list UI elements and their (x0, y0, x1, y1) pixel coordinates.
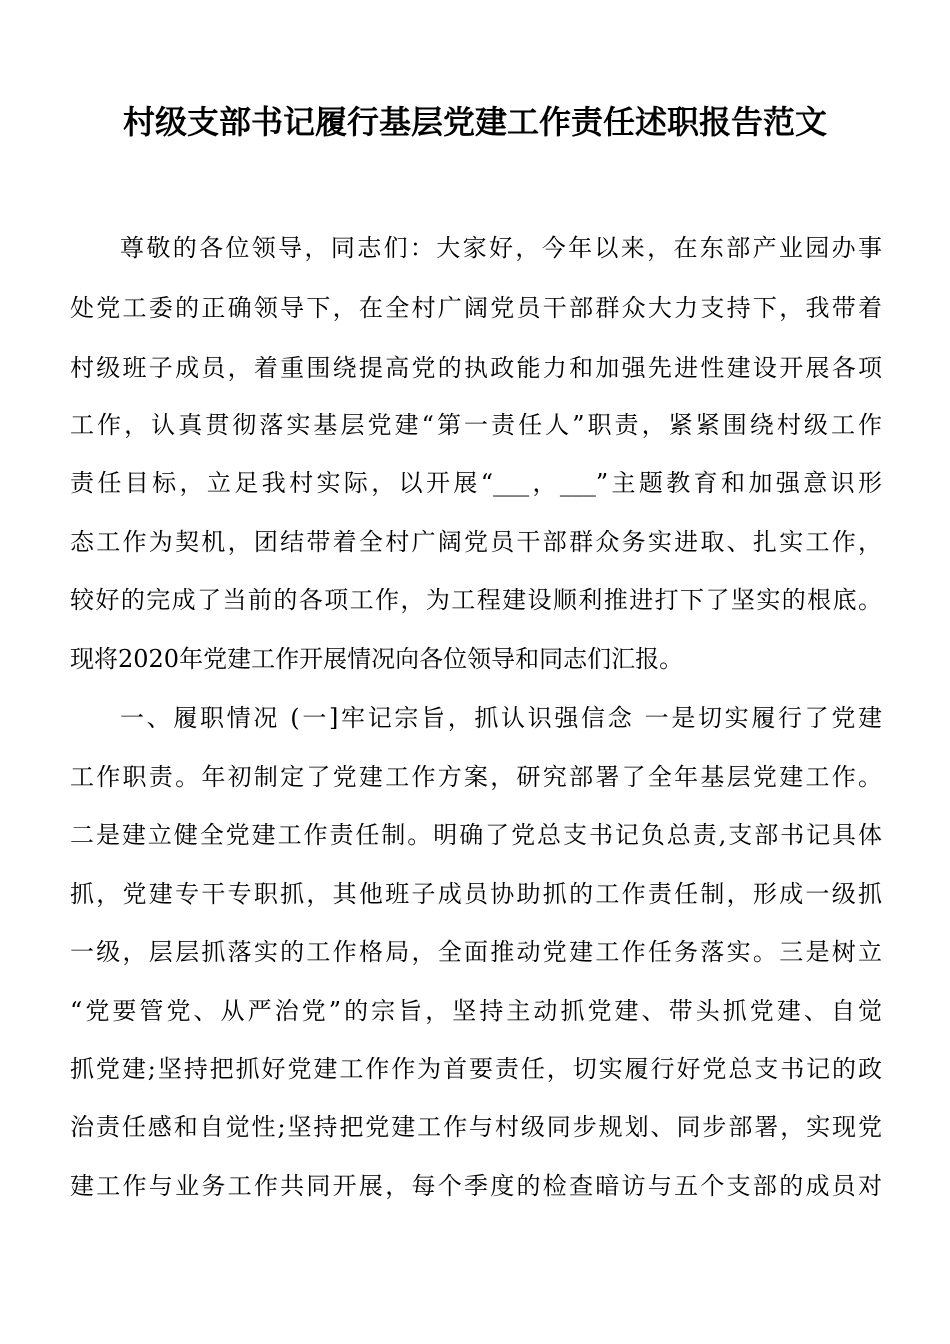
paragraph-line: 工作，认真贯彻落实基层党建“第一责任人”职责，紧紧围绕村级工作 (70, 411, 882, 439)
paragraph-line: 村级班子成员，着重围绕提高党的执政能力和加强先进性建设开展各项 (70, 354, 882, 382)
document-title: 村级支部书记履行基层党建工作责任述职报告范文 (122, 103, 827, 141)
paragraph-line: 工作职责。年初制定了党建工作方案，研究部署了全年基层党建工作。 (70, 763, 882, 791)
paragraph-line: 态工作为契机，团结带着全村广阔党员干部群众务实进取、扎实工作， (70, 528, 882, 556)
paragraph-line: “党要管党、从严治党”的宗旨，坚持主动抓党建、带头抓党建、自觉 (70, 997, 882, 1025)
paragraph-line: 现将2020年党建工作开展情况向各位领导和同志们汇报。 (70, 645, 684, 673)
paragraph-line: 建工作与业务工作共同开展，每个季度的检查暗访与五个支部的成员对 (70, 1172, 882, 1200)
paragraph-line: 抓，党建专干专职抓，其他班子成员协助抓的工作责任制，形成一级抓 (70, 880, 882, 908)
paragraph-line: 处党工委的正确领导下，在全村广阔党员干部群众大力支持下，我带着 (70, 294, 882, 322)
paragraph-line: 尊敬的各位领导，同志们：大家好，今年以来，在东部产业园办事 (120, 234, 882, 262)
paragraph-line: 抓党建;坚持把抓好党建工作作为首要责任，切实履行好党总支书记的政 (70, 1055, 882, 1083)
paragraph-line: 较好的完成了当前的各项工作，为工程建设顺利推进打下了坚实的根底。 (70, 586, 882, 614)
paragraph-line: 二是建立健全党建工作责任制。明确了党总支书记负总责,支部书记具体 (70, 821, 882, 849)
paragraph-line: 一级，层层抓落实的工作格局，全面推动党建工作任务落实。三是树立 (70, 938, 882, 966)
paragraph-line: 一、履职情况 (一]牢记宗旨，抓认识强信念 一是切实履行了党建 (120, 704, 882, 732)
paragraph-line: 治责任感和自觉性;坚持把党建工作与村级同步规划、同步部署，实现党 (70, 1113, 882, 1141)
paragraph-line: 责任目标，立足我村实际，以开展“___，___”主题教育和加强意识形 (70, 469, 882, 497)
